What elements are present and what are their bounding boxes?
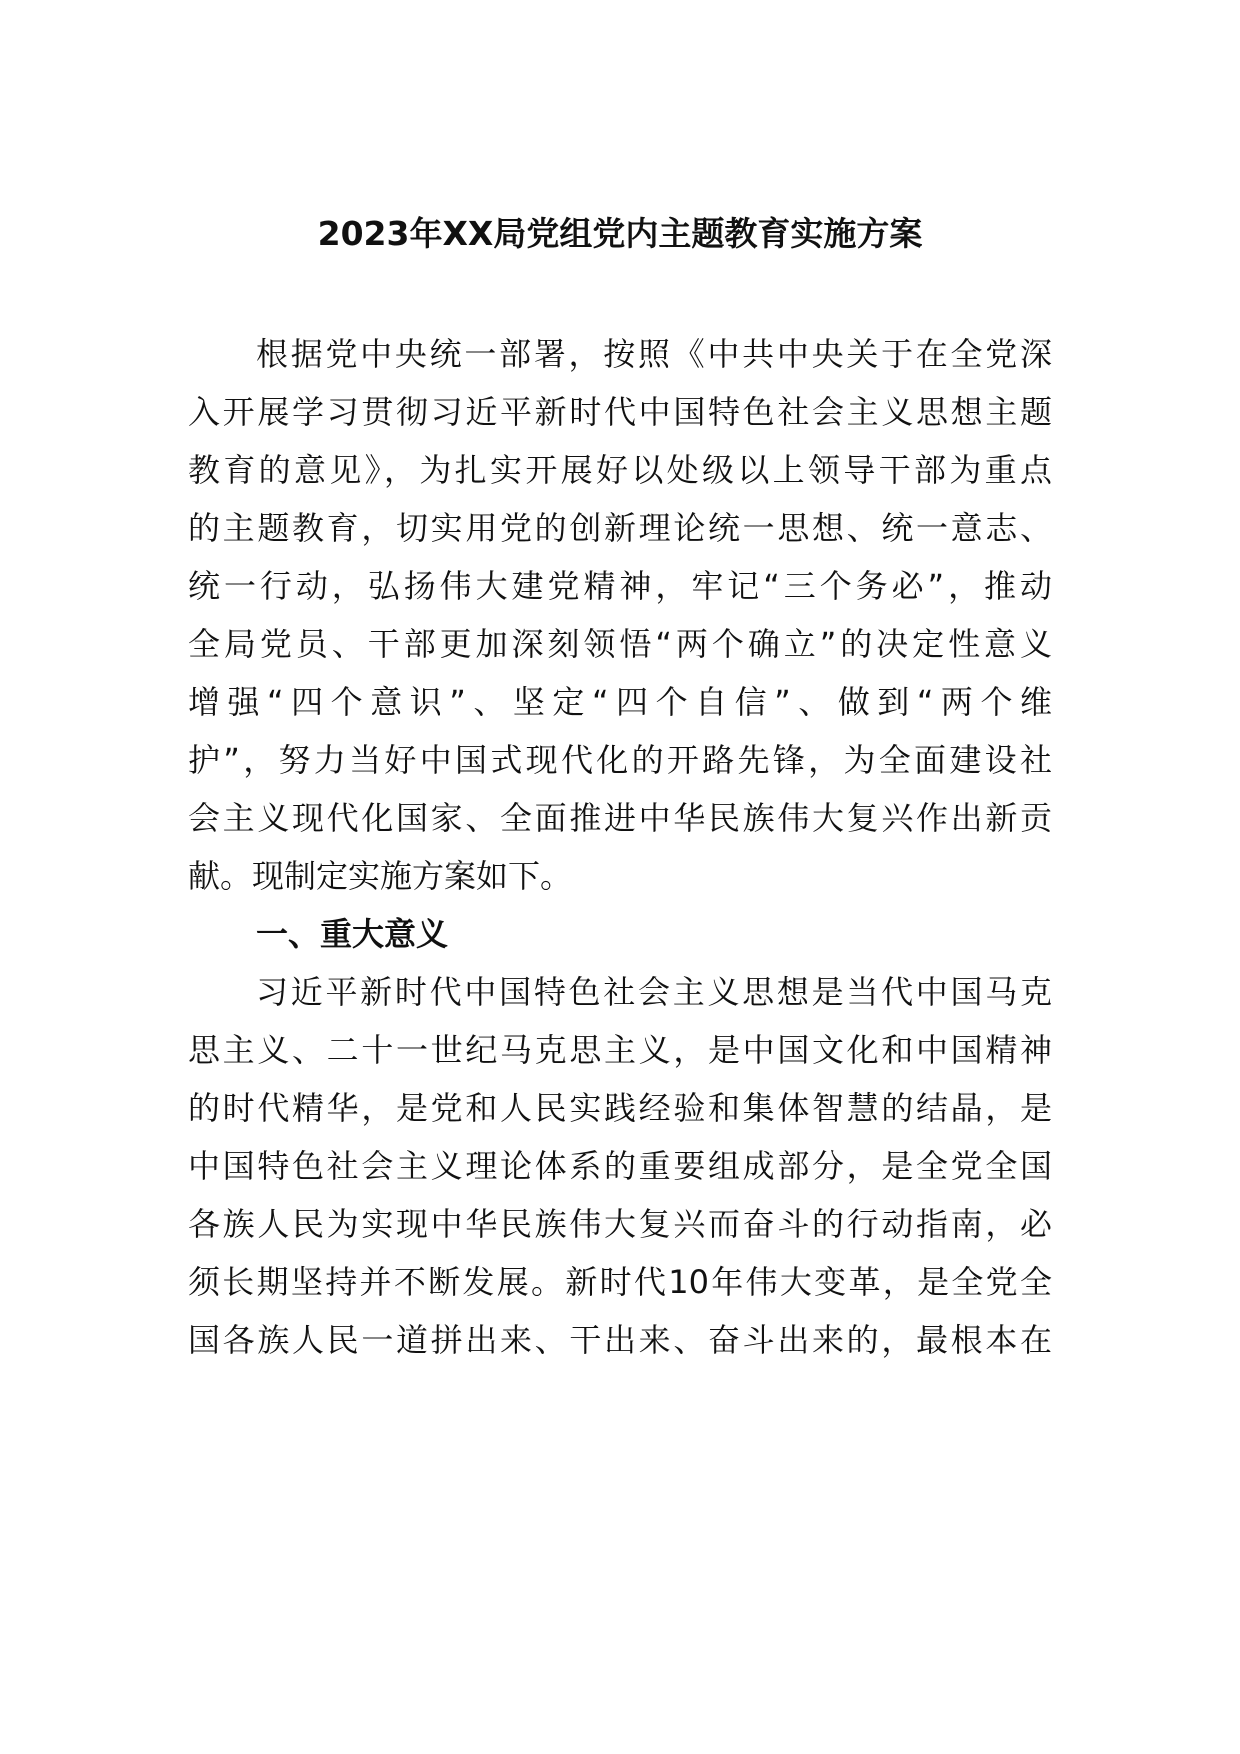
- paragraph-line: 根据党中央统一部署，按照《中共中央关于在全党深: [256, 335, 1052, 373]
- paragraph-line: 入开展学习贯彻习近平新时代中国特色社会主义思想主题: [188, 393, 1052, 431]
- paragraph-line: 国各族人民一道拼出来、干出来、奋斗出来的，最根本在: [188, 1321, 1052, 1359]
- document-title: 2023年XX局党组党内主题教育实施方案: [317, 214, 923, 253]
- paragraph-line: 须长期坚持并不断发展。新时代10年伟大变革，是全党全: [188, 1263, 1052, 1301]
- section-heading: 一、重大意义: [256, 915, 449, 953]
- paragraph-line: 习近平新时代中国特色社会主义思想是当代中国马克: [256, 973, 1052, 1011]
- paragraph-line: 的时代精华，是党和人民实践经验和集体智慧的结晶，是: [188, 1089, 1052, 1127]
- paragraph-line: 献。现制定实施方案如下。: [188, 857, 573, 895]
- paragraph-line: 教育的意见》，为扎实开展好以处级以上领导干部为重点: [188, 451, 1052, 489]
- paragraph-line: 会主义现代化国家、全面推进中华民族伟大复兴作出新贡: [188, 799, 1052, 837]
- paragraph-line: 中国特色社会主义理论体系的重要组成部分，是全党全国: [188, 1147, 1052, 1185]
- paragraph-line: 统一行动，弘扬伟大建党精神，牢记“三个务必”，推动: [188, 567, 1052, 605]
- paragraph-line: 各族人民为实现中华民族伟大复兴而奋斗的行动指南，必: [188, 1205, 1052, 1243]
- paragraph-line: 全局党员、干部更加深刻领悟“两个确立”的决定性意义: [188, 625, 1052, 663]
- paragraph-line: 的主题教育，切实用党的创新理论统一思想、统一意志、: [188, 509, 1052, 547]
- paragraph-line: 护”，努力当好中国式现代化的开路先锋，为全面建设社: [188, 741, 1052, 779]
- paragraph-line: 思主义、二十一世纪马克思主义，是中国文化和中国精神: [188, 1031, 1052, 1069]
- paragraph-line: 增强“四个意识”、坚定“四个自信”、做到“两个维: [188, 683, 1052, 721]
